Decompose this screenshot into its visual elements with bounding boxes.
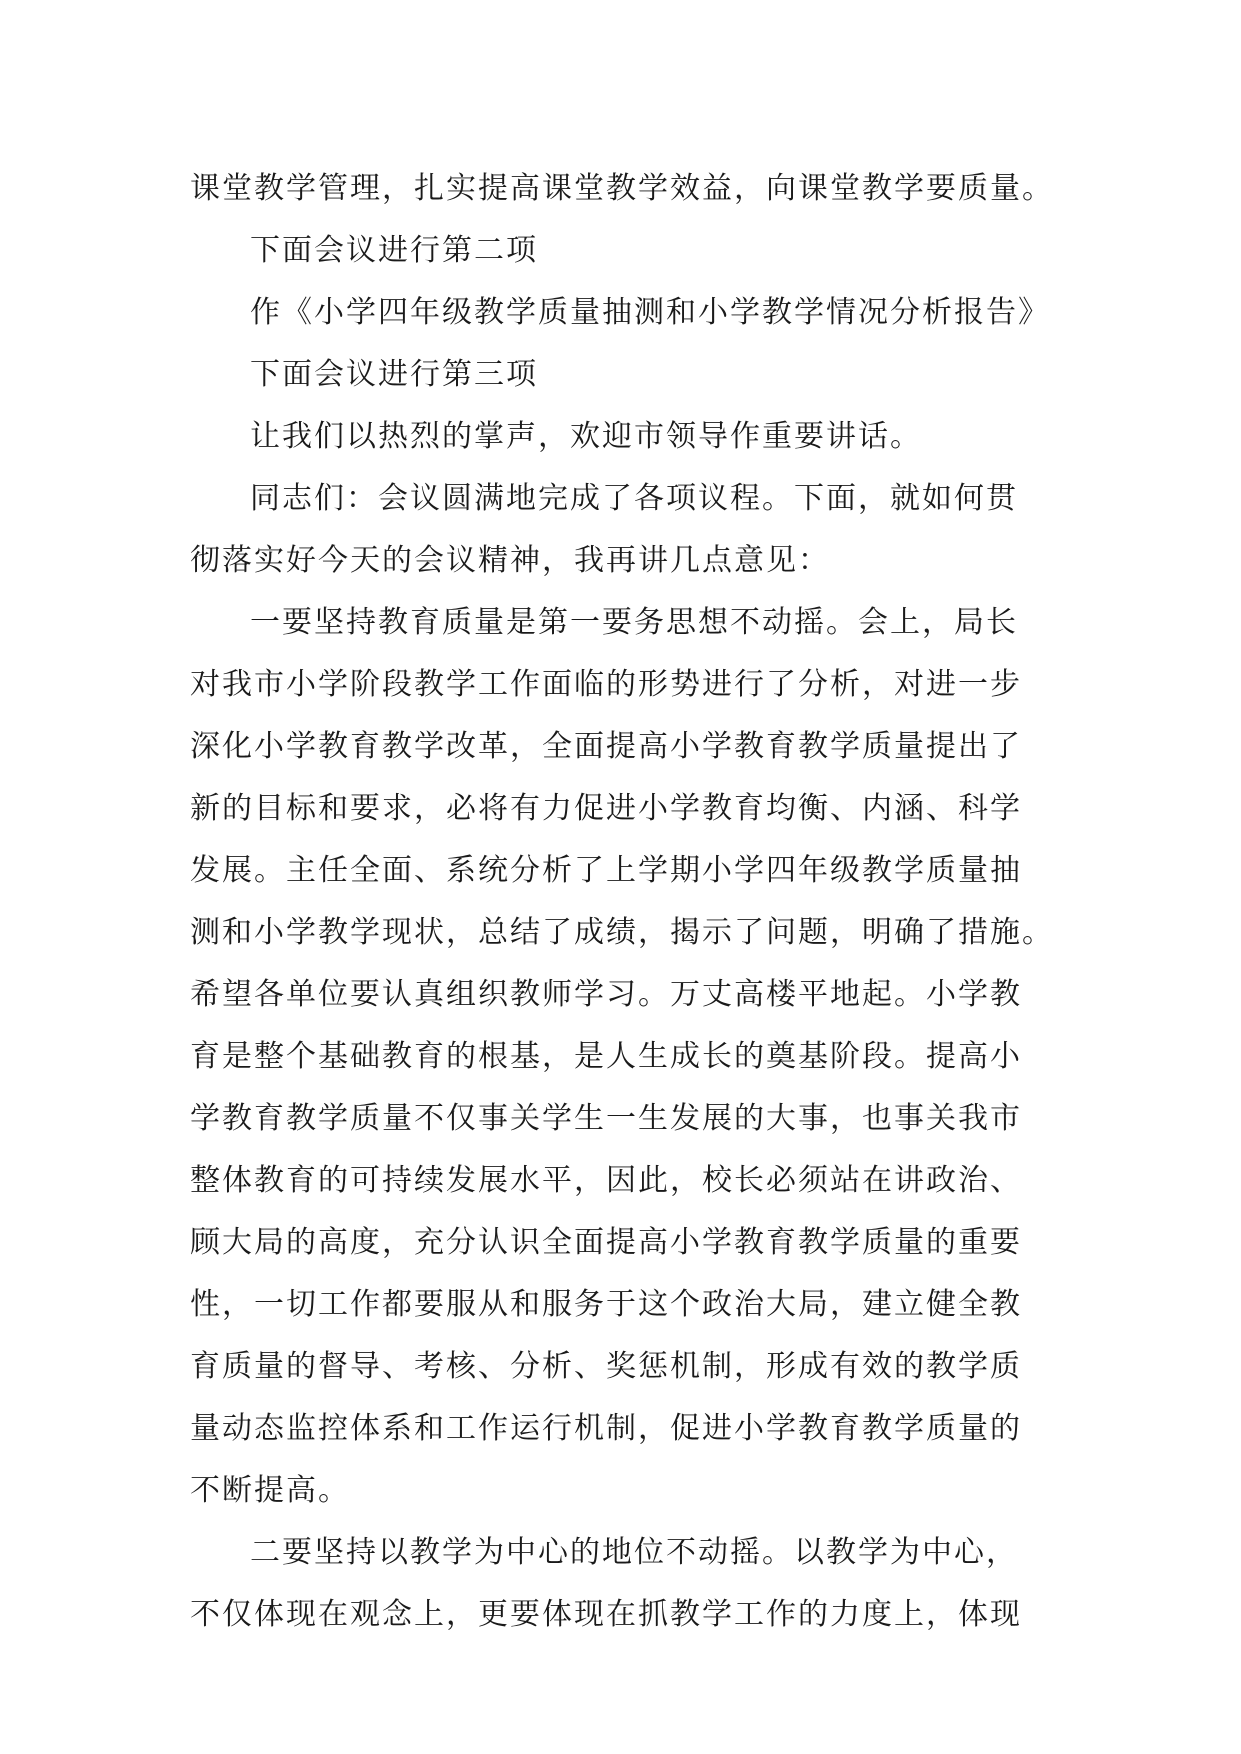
text-line: 量动态监控体系和工作运行机制，促进小学教育教学质量的 xyxy=(190,1411,1022,1446)
text-line: 育是整个基础教育的根基，是人生成长的奠基阶段。提高小 xyxy=(190,1039,1022,1074)
text-line: 作《小学四年级教学质量抽测和小学教学情况分析报告》 xyxy=(250,295,1050,330)
document-body xyxy=(190,158,1070,1646)
text-line: 课堂教学管理，扎实提高课堂教学效益，向课堂教学要质量。 xyxy=(190,171,1054,206)
text-line: 彻落实好今天的会议精神，我再讲几点意见： xyxy=(190,543,830,578)
text-line: 下面会议进行第三项 xyxy=(250,357,538,392)
text-line: 希望各单位要认真组织教师学习。万丈高楼平地起。小学教 xyxy=(190,977,1022,1012)
text-line: 二要坚持以教学为中心的地位不动摇。以教学为中心， xyxy=(250,1535,1018,1570)
text-line: 学教育教学质量不仅事关学生一生发展的大事，也事关我市 xyxy=(190,1101,1022,1136)
text-line: 发展。主任全面、系统分析了上学期小学四年级教学质量抽 xyxy=(190,853,1022,888)
text-line: 对我市小学阶段教学工作面临的形势进行了分析，对进一步 xyxy=(190,667,1022,702)
text-line: 性，一切工作都要服从和服务于这个政治大局，建立健全教 xyxy=(190,1287,1022,1322)
text-line: 顾大局的高度，充分认识全面提高小学教育教学质量的重要 xyxy=(190,1225,1022,1260)
text-line: 整体教育的可持续发展水平，因此，校长必须站在讲政治、 xyxy=(190,1163,1022,1198)
text-line: 育质量的督导、考核、分析、奖惩机制，形成有效的教学质 xyxy=(190,1349,1022,1384)
text-line: 不断提高。 xyxy=(190,1473,350,1508)
text-line: 让我们以热烈的掌声，欢迎市领导作重要讲话。 xyxy=(250,419,922,454)
text-line: 同志们：会议圆满地完成了各项议程。下面，就如何贯 xyxy=(250,481,1018,516)
text-line: 新的目标和要求，必将有力促进小学教育均衡、内涵、科学 xyxy=(190,791,1022,826)
text-line: 不仅体现在观念上，更要体现在抓教学工作的力度上，体现 xyxy=(190,1597,1022,1632)
text-line: 深化小学教育教学改革，全面提高小学教育教学质量提出了 xyxy=(190,729,1022,764)
text-line: 测和小学教学现状，总结了成绩，揭示了问题，明确了措施。 xyxy=(190,915,1054,950)
text-line: 下面会议进行第二项 xyxy=(250,233,538,268)
text-line: 一要坚持教育质量是第一要务思想不动摇。会上，局长 xyxy=(250,605,1018,640)
